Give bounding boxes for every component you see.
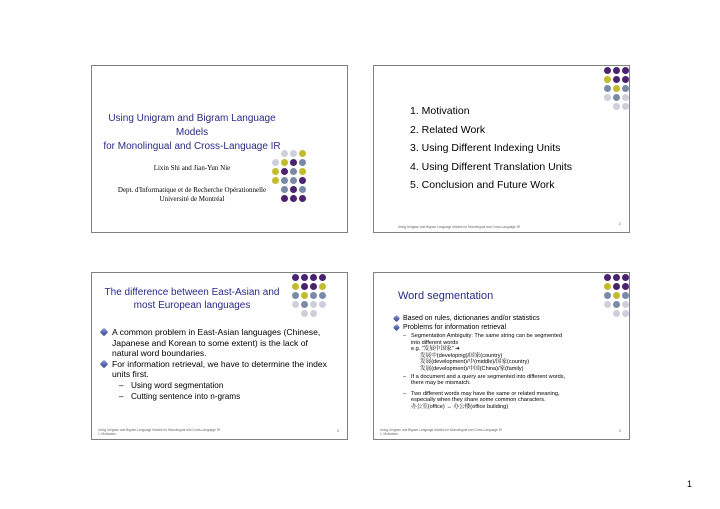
decorative-dot-grid (604, 67, 630, 110)
sub-bullet: – Two different words may have the same or related meaning, especially when they share some common characters. (403, 390, 560, 404)
slide-1-authors: Lixin Shi and Jian-Yun Nie (153, 164, 231, 172)
slide-4-body (394, 314, 624, 411)
example-text: 发展中(developing)/国家(country) (420, 352, 503, 359)
sub-bullet: – Segmentation Ambiguity: The same string can be segmented into different words (403, 333, 563, 346)
slide-1-affiliation: Dept. d'Informatique et de Recherche Opérationnelle Université de Montréal (117, 186, 267, 203)
bullet-icon (101, 359, 112, 380)
slide-footer: Using Unigram and Bigram Language Models for Monolingual and Cross-Language IR (398, 225, 520, 229)
sub-bullet: – Cutting sentence into n-grams (119, 391, 241, 401)
bullet: Problems for information retrieval (394, 323, 624, 332)
example-text: e.g. “发展中国家” ➔ (411, 346, 460, 353)
slide-number: 4 (618, 428, 621, 433)
slide-1 (91, 65, 348, 233)
slide-1-title: Using Unigram and Bigram Language Models for Monolingual and Cross-Language IR (103, 113, 281, 152)
bullet-icon (394, 323, 403, 332)
decorative-dot-grid (292, 274, 326, 317)
slide-footer: Using Unigram and Bigram Language Models for Monolingual and Cross-Language IR 1. Motivation (98, 428, 220, 436)
slide-4 (373, 272, 630, 440)
slide-2 (373, 65, 630, 233)
decorative-dot-grid (604, 274, 630, 317)
toc-item: 5. Conclusion and Future Work (410, 179, 555, 192)
slide-3-body (101, 327, 331, 402)
toc-item: 1. Motivation (410, 105, 470, 117)
example-text: 发展(development)/中(middle)/国家(country) (420, 359, 530, 366)
bullet: Based on rules, dictionaries and/or statistics (394, 314, 624, 323)
bullet-icon (394, 314, 403, 323)
example-text: 办公室(office) ↔ 办公楼(office building) (411, 403, 509, 410)
slide-number: 3 (336, 428, 339, 433)
sub-bullet: – If a document and a query are segmented into different words, there may be mismatch. (403, 373, 566, 387)
toc-item: 2. Related Work (410, 123, 486, 136)
slide-3 (91, 272, 348, 440)
example-text: 发展(development)/中国(China)/家(family) (420, 365, 524, 372)
bullet: A common problem in East-Asian languages (Chinese, Japanese and Korean to some extent) is the lack of natural word boundaries. (101, 327, 331, 359)
page-number: 1 (687, 479, 693, 489)
sub-bullet: – Using word segmentation (119, 380, 224, 390)
bullet-icon (101, 327, 112, 359)
toc-item: 3. Using Different Indexing Units (410, 142, 561, 155)
slide-number: 2 (618, 221, 621, 226)
slide-4-title: Word segmentation (398, 290, 494, 302)
toc-item: 4. Using Different Translation Units (410, 160, 573, 173)
slide-3-title: The difference between East-Asian and most European languages (104, 287, 280, 311)
bullet: For information retrieval, we have to determine the index units first. (101, 359, 331, 380)
decorative-dot-grid (272, 150, 306, 202)
table-of-contents (410, 102, 572, 195)
slide-footer: Using Unigram and Bigram Language Models for Monolingual and Cross-Language IR 1. Motivation (380, 428, 502, 436)
